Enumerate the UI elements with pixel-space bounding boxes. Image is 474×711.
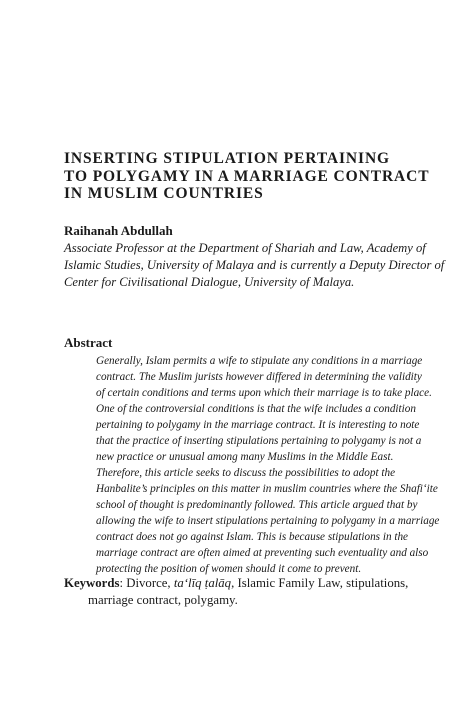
keywords-label: Keywords <box>64 576 120 590</box>
abstract-line: pertaining to polygamy in the marriage contract. It is interesting to note <box>96 419 420 431</box>
abstract-heading: Abstract <box>64 335 113 350</box>
keyword-divorce: Divorce, <box>126 576 174 590</box>
abstract-line: Therefore, this article seeks to discuss the possibilities to adopt the <box>96 467 396 479</box>
keywords-block <box>64 575 414 609</box>
abstract-line: contract. The Muslim jurists however differed in determining the validity <box>96 371 422 383</box>
affiliation-line: Associate Professor at the Department of Shariah and Law, Academy of <box>64 241 426 255</box>
abstract-line: school of thought is predominantly followed. This article argued that by <box>96 499 418 511</box>
title-line: IN MUSLIM COUNTRIES <box>64 185 264 202</box>
author-affiliation <box>64 240 445 291</box>
keywords-line <box>64 575 414 592</box>
abstract-line: Hanbalite’s principles on this matter in muslim countries where the Shafi‘ite <box>96 483 438 495</box>
abstract-line: new practice or unusual among many Muslims in the Middle East. <box>96 451 394 463</box>
keywords-colon: : <box>119 576 127 590</box>
paper-title <box>64 150 430 203</box>
abstract-line: allowing the wife to insert stipulations pertaining to polygamy in a marriage <box>96 515 440 527</box>
affiliation-line: Center for Civilisational Dialogue, University of Malaya. <box>64 275 355 289</box>
abstract-line: Generally, Islam permits a wife to stipulate any conditions in a marriage <box>96 355 423 367</box>
abstract-line: contract does not go against Islam. This is because stipulations in the <box>96 531 408 543</box>
abstract-line: protecting the position of women should it come to prevent. <box>96 563 362 575</box>
abstract-line: marriage contract are often aimed at preventing such eventuality and also <box>96 547 429 559</box>
title-line: TO POLYGAMY IN A MARRIAGE CONTRACT <box>64 167 430 185</box>
keywords-line: marriage contract, polygamy. <box>88 593 238 607</box>
abstract-line: that the practice of inserting stipulations pertaining to polygamy is not a <box>96 435 422 447</box>
abstract-line: One of the controversial conditions is that the wife includes a condition <box>96 403 416 415</box>
keywords-rest: , Islamic Family Law, stipulations, <box>231 576 409 590</box>
author-name: Raihanah Abdullah <box>64 223 173 238</box>
abstract-body <box>96 353 440 577</box>
title-line: INSERTING STIPULATION PERTAINING <box>64 150 391 167</box>
keyword-talaq: ta‘līq ṭalāq <box>173 576 232 590</box>
abstract-line: of certain conditions and terms upon which their marriage is to take place. <box>96 387 432 399</box>
affiliation-line: Islamic Studies, University of Malaya and is currently a Deputy Director of <box>64 258 445 272</box>
